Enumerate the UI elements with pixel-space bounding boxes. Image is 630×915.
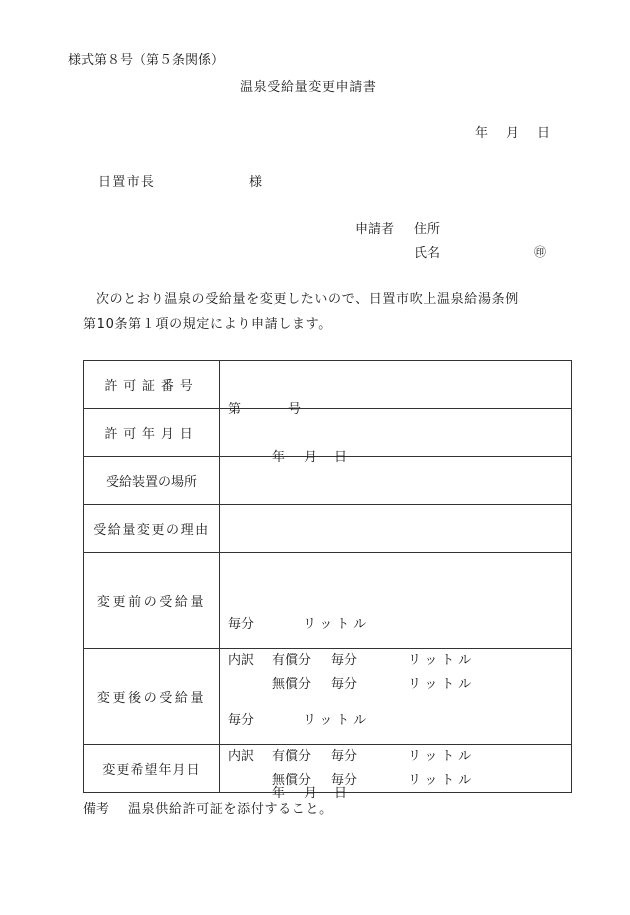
label-desired-date: 変更希望年月日 [84,745,220,793]
row-change-reason [84,505,572,553]
after-paid-liter: リットル [408,748,476,764]
date-month: 月 [506,126,520,141]
after-free: 無償分 [272,772,312,788]
before-paid-liter: リットル [408,652,476,668]
label-before-amount: 変更前の受給量 [84,553,220,649]
before-paid: 有償分 [272,652,312,668]
after-liter: リットル [303,712,371,728]
before-free-per-minute: 毎分 [331,676,358,692]
desired-date-year: 年 [272,785,286,801]
field-permit-number[interactable] [220,361,572,417]
permit-date-month: 月 [304,449,318,465]
row-before-amount [84,553,572,649]
after-paid: 有償分 [272,748,312,764]
application-table [83,360,572,801]
remarks-label: 備考 [83,802,110,817]
remarks-text: 温泉供給許可証を添付すること。 [128,802,333,817]
addressee-honorific: 様 [249,175,263,190]
permit-date-year: 年 [272,449,286,465]
row-after-amount [84,649,572,745]
date-year: 年 [475,126,489,141]
row-device-location [84,457,572,505]
body-text-line1: 次のとおり温泉の受給量を変更したいので、日置市吹上温泉給湯条例 [96,292,519,307]
row-permit-number [84,361,572,409]
after-free-liter: リットル [408,772,476,788]
addressee-name: 日置市長 [98,175,156,190]
before-free-liter: リットル [408,676,476,692]
label-permit-date: 許可年月日 [84,409,220,457]
before-per-minute: 毎分 [228,616,255,632]
form-title: 温泉受給量変更申請書 [240,80,377,95]
row-desired-date [84,745,572,793]
applicant-name-label: 氏名 [414,246,441,261]
desired-date-day: 日 [334,785,348,801]
field-change-reason[interactable] [220,505,572,553]
before-liter: リットル [303,616,371,632]
label-after-amount: 変更後の受給量 [84,649,220,745]
permit-date-day: 日 [334,449,348,465]
after-paid-per-minute: 毎分 [331,748,358,764]
row-permit-date [84,409,572,457]
applicant-address-label: 住所 [414,222,441,237]
label-change-reason: 受給量変更の理由 [84,505,220,553]
after-per-minute: 毎分 [228,712,255,728]
field-before-amount[interactable] [220,553,572,692]
seal-mark: ㊞ [534,245,547,259]
before-paid-per-minute: 毎分 [331,652,358,668]
after-breakdown: 内訳 [228,748,255,764]
applicant-label: 申請者 [355,222,395,237]
label-permit-number: 許可証番号 [84,361,220,409]
form-number: 様式第８号（第５条関係） [68,53,225,68]
body-text-line2: 第10条第１項の規定により申請します。 [83,317,332,332]
desired-date-month: 月 [304,785,318,801]
date-day: 日 [537,126,551,141]
field-permit-date[interactable] [220,409,572,465]
before-free: 無償分 [272,676,312,692]
permit-number-go: 号 [288,401,302,417]
after-free-per-minute: 毎分 [331,772,358,788]
permit-number-dai: 第 [228,401,242,417]
before-breakdown: 内訳 [228,652,255,668]
label-device-location: 受給装置の場所 [84,457,220,505]
